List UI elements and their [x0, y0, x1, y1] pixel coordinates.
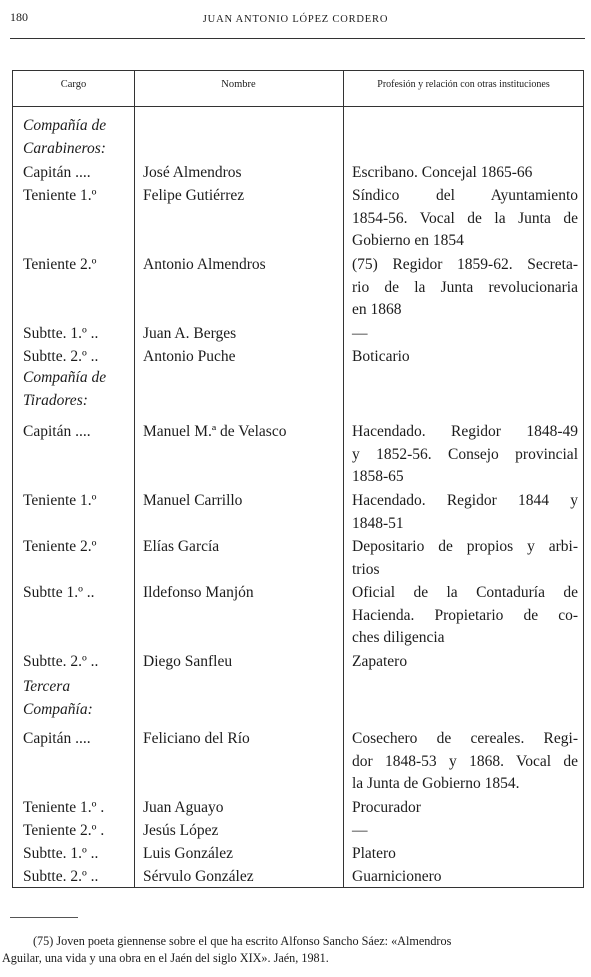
footnote-line: (75) Joven poeta giennense sobre el que ha escrito Alfonso Sancho Sáez: «Almendros — [33, 934, 452, 948]
profesion-line: Depositario de propios y arbi- — [352, 538, 578, 555]
profesion-line: Hacendado. Regidor 1844 y — [352, 492, 578, 509]
profesion-line: — — [352, 822, 368, 839]
profesion-line: en 1868 — [352, 301, 402, 318]
profesion-line: Escribano. Concejal 1865-66 — [352, 164, 533, 181]
cargo-cell: Subtte. 1.º .. — [23, 325, 99, 342]
cargo-cell: Subtte. 2.º .. — [23, 348, 99, 365]
profesion-cell — [352, 346, 578, 369]
header-row-rule — [13, 106, 583, 107]
nombre-cell: Juan A. Berges — [143, 325, 237, 342]
nombre-cell: Juan Aguayo — [143, 799, 224, 816]
profesion-line: Zapatero — [352, 653, 408, 670]
cargo-cell: Subtte. 2.º .. — [23, 868, 99, 885]
cargo-cell: Teniente 2.º . — [23, 822, 105, 839]
profesion-line: Platero — [352, 845, 396, 862]
footnote-rule — [10, 917, 78, 918]
header-rule — [10, 38, 585, 39]
profesion-line: Gobierno en 1854 — [352, 232, 464, 249]
profesion-cell — [352, 866, 578, 889]
cargo-cell: Subtte 1.º .. — [23, 584, 95, 601]
page-number: 180 — [10, 10, 28, 24]
profesion-line: 1848-51 — [352, 514, 404, 532]
profesion-cell — [352, 162, 578, 185]
nombre-cell: Manuel Carrillo — [143, 492, 243, 509]
profesion-line: la Junta de Gobierno 1854. — [352, 775, 520, 792]
section-heading-line: Compañía de — [23, 117, 107, 134]
profesion-cell — [352, 582, 578, 650]
profesion-line: trios — [352, 560, 380, 578]
nombre-cell: Elías García — [143, 538, 220, 555]
profesion-line: 1854-56. Vocal de la Junta de — [352, 209, 578, 227]
section-heading — [23, 115, 133, 160]
profesion-cell — [352, 323, 578, 346]
profesion-line: (75) Regidor 1859-62. Secreta- — [352, 256, 578, 273]
cargo-cell: Subtte. 1.º .. — [23, 845, 99, 862]
nombre-cell: José Almendros — [143, 164, 242, 181]
profesion-line: Boticario — [352, 348, 410, 365]
running-head: JUAN ANTONIO LÓPEZ CORDERO — [202, 14, 389, 25]
column-header-profesion: Profesión y relación con otras instituciones — [377, 79, 550, 90]
cargo-cell: Subtte. 2.º .. — [23, 653, 99, 670]
cargo-cell: Teniente 2.º — [23, 538, 97, 555]
column-header-cargo: Cargo — [60, 79, 87, 90]
section-heading-line: Compañía de — [23, 369, 107, 386]
footnote — [0, 933, 585, 967]
profesion-line: Procurador — [352, 799, 421, 816]
profesion-line: Hacienda. Propietario de co- — [352, 606, 578, 624]
section-heading-line: Carabineros: — [23, 139, 106, 157]
nombre-cell: Felipe Gutiérrez — [143, 187, 245, 204]
cargo-cell: Capitán .... — [23, 423, 91, 440]
profesion-cell — [352, 843, 578, 866]
officers-table — [12, 70, 584, 888]
profesion-cell — [352, 728, 578, 796]
profesion-line: Cosechero de cereales. Regi- — [352, 730, 578, 747]
cargo-cell: Capitán .... — [23, 730, 91, 747]
profesion-cell — [352, 797, 578, 820]
section-heading — [23, 676, 133, 721]
profesion-cell — [352, 421, 578, 489]
profesion-line: Oficial de la Contaduría de — [352, 584, 578, 601]
profesion-cell — [352, 490, 578, 535]
profesion-line: rio de la Junta revolucionaria — [352, 278, 578, 296]
nombre-cell: Diego Sanfleu — [143, 653, 233, 670]
profesion-line: Guarnicionero — [352, 868, 442, 885]
cargo-cell: Teniente 1.º — [23, 492, 97, 509]
cargo-cell: Capitán .... — [23, 164, 91, 181]
cargo-cell: Teniente 1.º — [23, 187, 97, 204]
cargo-cell: Teniente 2.º — [23, 256, 97, 273]
column-divider-2 — [343, 71, 344, 887]
nombre-cell: Ildefonso Manjón — [143, 584, 254, 601]
profesion-cell — [352, 820, 578, 843]
nombre-cell: Sérvulo González — [143, 868, 254, 885]
column-header-nombre: Nombre — [221, 79, 256, 90]
profesion-line: dor 1848-53 y 1868. Vocal de — [352, 752, 578, 770]
nombre-cell: Manuel M.ª de Velasco — [143, 423, 287, 440]
profesion-line: — — [352, 325, 368, 342]
nombre-cell: Luis González — [143, 845, 233, 862]
section-heading-line: Tercera — [23, 678, 71, 695]
profesion-line: Hacendado. Regidor 1848-49 — [352, 423, 578, 440]
profesion-line: y 1852-56. Consejo provincial — [352, 445, 578, 463]
profesion-cell — [352, 536, 578, 581]
nombre-cell: Antonio Almendros — [143, 256, 266, 273]
nombre-cell: Jesús López — [143, 822, 219, 839]
profesion-cell — [352, 651, 578, 674]
nombre-cell: Antonio Puche — [143, 348, 236, 365]
nombre-cell: Feliciano del Río — [143, 730, 250, 747]
profesion-line: Síndico del Ayuntamiento — [352, 187, 578, 204]
profesion-line: ches diligencia — [352, 629, 445, 646]
section-heading-line: Compañía: — [23, 700, 93, 718]
section-heading-line: Tiradores: — [23, 391, 88, 409]
profesion-cell — [352, 254, 578, 322]
cargo-cell: Teniente 1.º . — [23, 799, 105, 816]
footnote-line: Aguilar, una vida y una obra en el Jaén del siglo XIX». Jaén, 1981. — [2, 951, 329, 965]
profesion-line: 1858-65 — [352, 468, 404, 485]
profesion-cell — [352, 185, 578, 253]
section-heading — [23, 367, 133, 412]
column-divider-1 — [134, 71, 135, 887]
